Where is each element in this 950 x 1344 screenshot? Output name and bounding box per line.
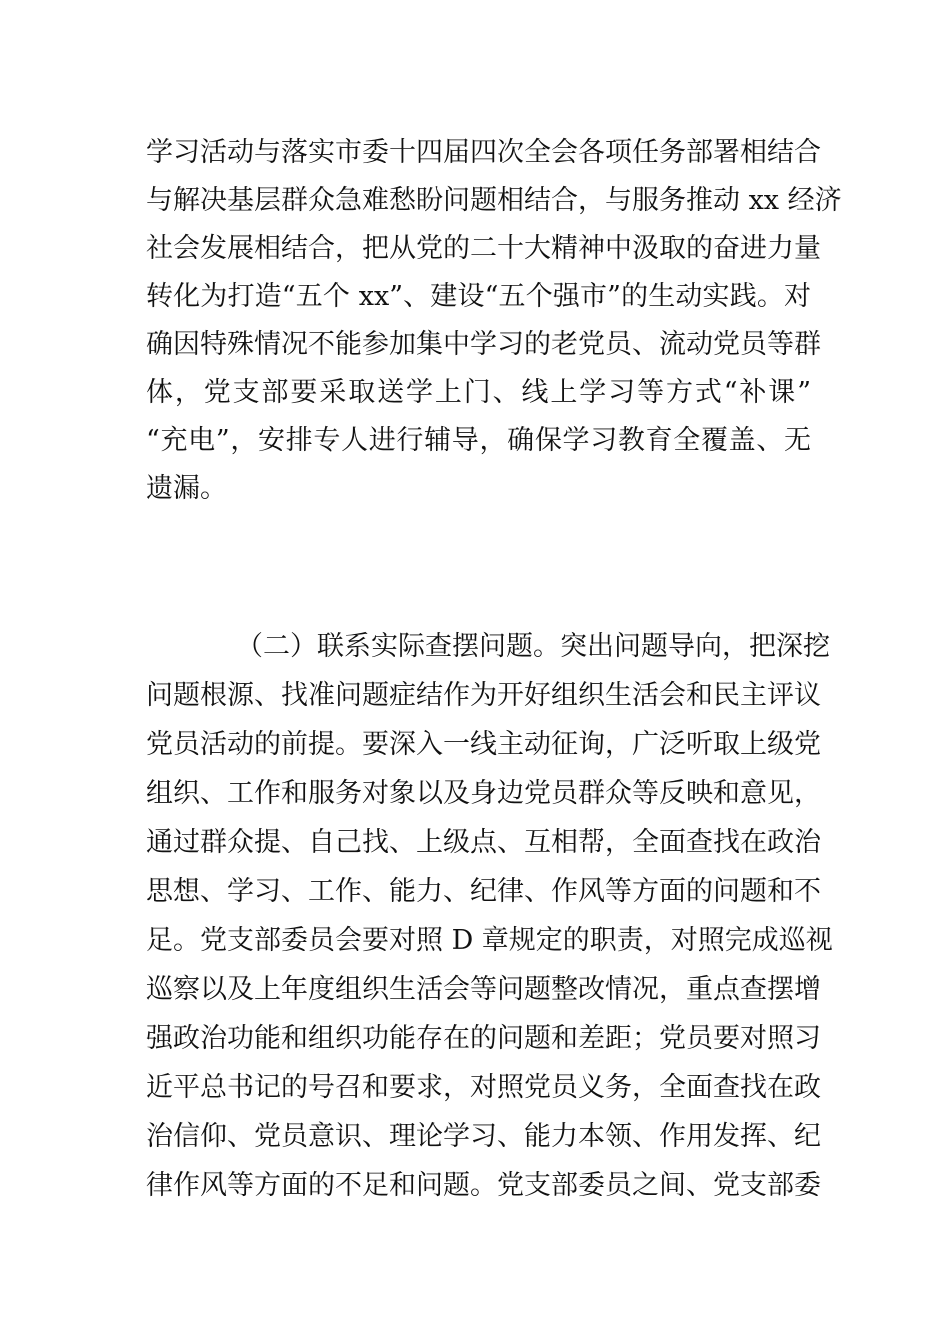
paragraph-line: 转化为打造“五个 xx”、建设“五个强市”的生动实践。对	[146, 281, 811, 312]
paragraph-line: 遗漏。	[146, 473, 227, 504]
paragraph-line: 确因特殊情况不能参加集中学习的老党员、流动党员等群	[146, 329, 821, 360]
paragraph-line: （二）联系实际查摆问题。突出问题导向，把深挖	[236, 631, 830, 662]
paragraph-line: 学习活动与落实市委十四届四次全会各项任务部署相结合	[146, 137, 821, 168]
paragraph-line: 巡察以及上年度组织生活会等问题整改情况，重点查摆增	[146, 974, 821, 1005]
paragraph-line: 近平总书记的号召和要求，对照党员义务，全面查找在政	[146, 1072, 821, 1103]
paragraph-line: 治信仰、党员意识、理论学习、能力本领、作用发挥、纪	[146, 1121, 821, 1152]
paragraph-line: 组织、工作和服务对象以及身边党员群众等反映和意见，	[146, 778, 821, 809]
paragraph-line: 思想、学习、工作、能力、纪律、作风等方面的问题和不	[146, 876, 821, 907]
paragraph-line: 问题根源、找准问题症结作为开好组织生活会和民主评议	[146, 680, 821, 711]
paragraph-line: 通过群众提、自己找、上级点、互相帮，全面查找在政治	[146, 827, 821, 858]
paragraph-line: 律作风等方面的不足和问题。党支部委员之间、党支部委	[146, 1170, 821, 1201]
paragraph-line: 体，党支部要采取送学上门、线上学习等方式“补课”	[146, 377, 811, 408]
paragraph-line: 强政治功能和组织功能存在的问题和差距；党员要对照习	[146, 1023, 821, 1054]
paragraph-line: “充电”，安排专人进行辅导，确保学习教育全覆盖、无	[146, 425, 811, 456]
paragraph-line: 社会发展相结合，把从党的二十大精神中汲取的奋进力量	[146, 233, 821, 264]
paragraph-line: 足。党支部委员会要对照 D 章规定的职责，对照完成巡视	[146, 925, 833, 956]
paragraph-line: 与解决基层群众急难愁盼问题相结合，与服务推动 xx 经济	[146, 185, 842, 216]
paragraph-line: 党员活动的前提。要深入一线主动征询，广泛听取上级党	[146, 729, 821, 760]
